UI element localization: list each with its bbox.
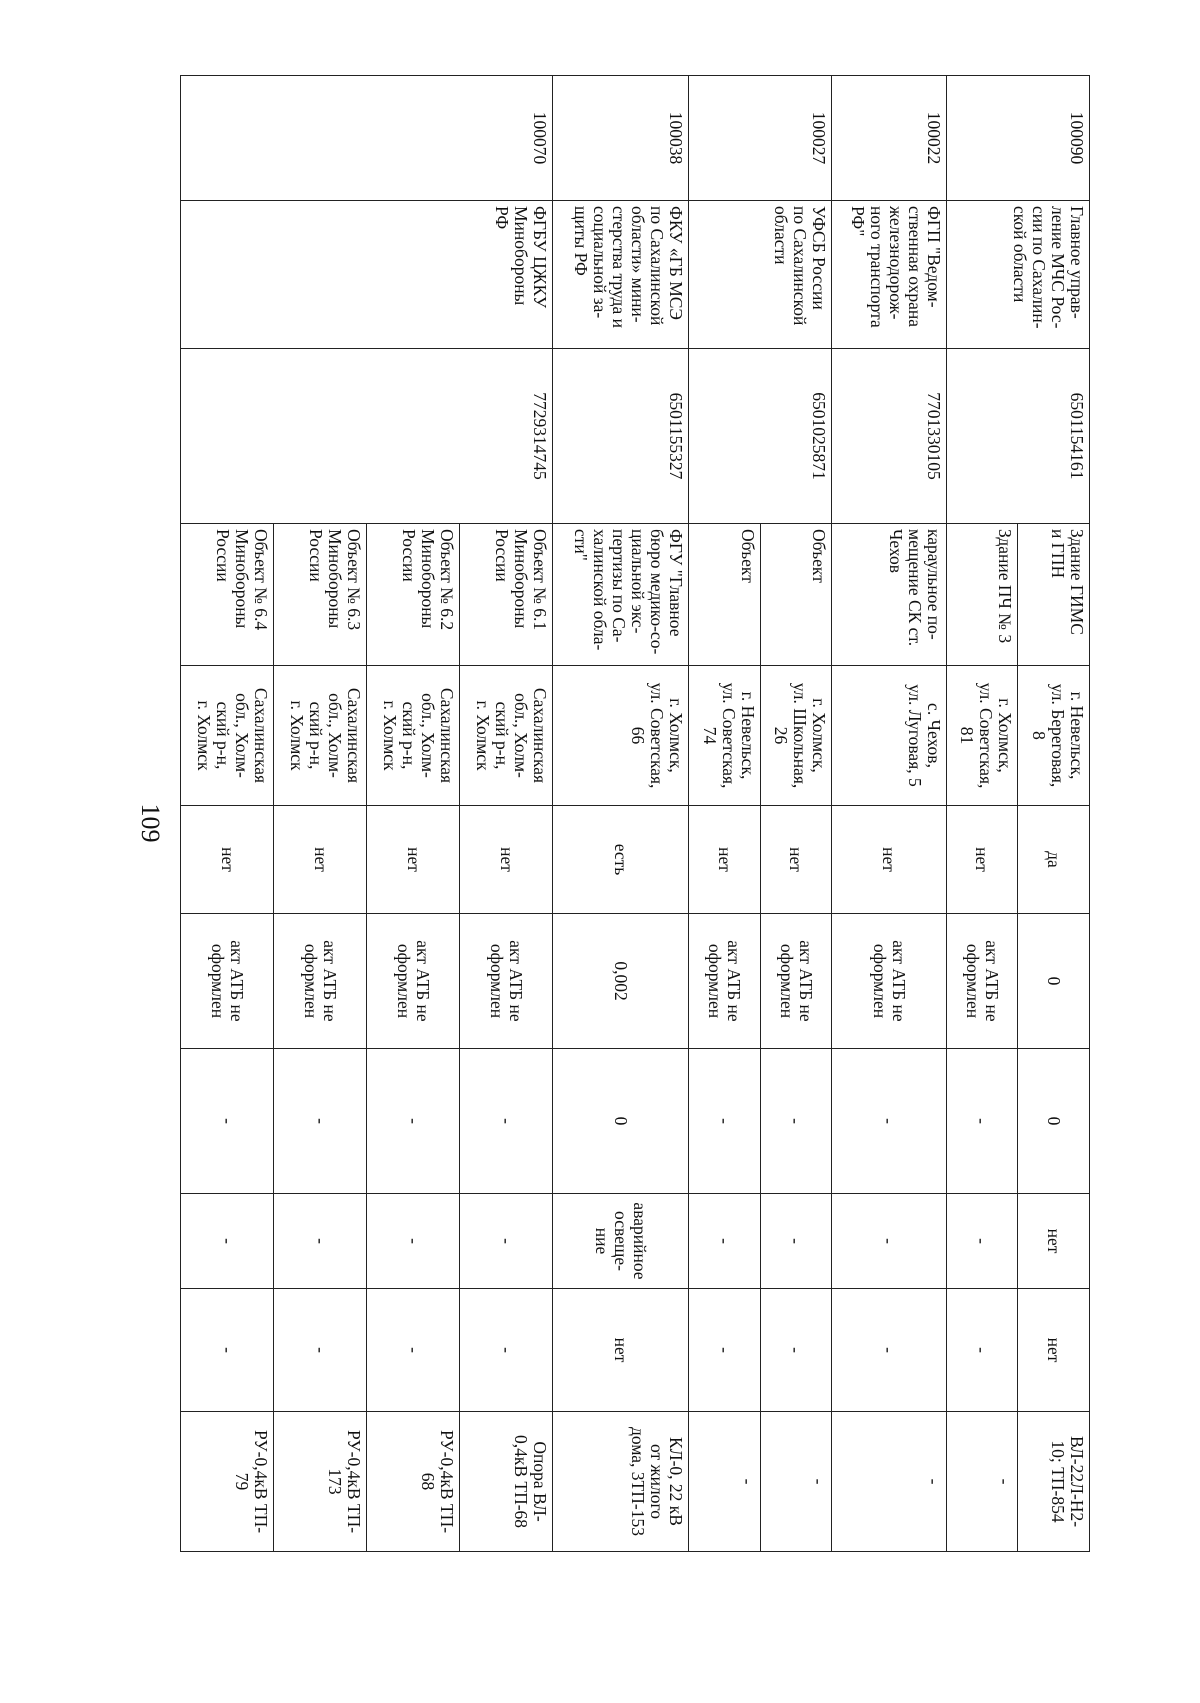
reserve-cell: -: [274, 1194, 367, 1289]
status-cell: нет: [460, 806, 553, 914]
inn-cell: 6501155327: [553, 349, 689, 524]
act-cell: акт АТБ не оформлен: [688, 914, 760, 1049]
value-cell: -: [946, 1049, 1018, 1194]
object-name-cell: Объект № 6.2 Минобороны России: [367, 524, 460, 666]
inn-cell: 7729314745: [181, 349, 553, 524]
connection-point-cell: -: [688, 1412, 760, 1552]
consumer-id-cell: 100070: [181, 76, 553, 201]
reserve-cell: -: [946, 1194, 1018, 1289]
reserve-cell: -: [181, 1194, 274, 1289]
reserve-cell: аварийное освеще- ние: [553, 1194, 689, 1289]
status-cell: нет: [274, 806, 367, 914]
act-cell: 0,002: [553, 914, 689, 1049]
reserve-cell: -: [832, 1194, 946, 1289]
table-row: [460, 76, 553, 1552]
object-name-cell: Объект № 6.1 Минобороны России: [460, 524, 553, 666]
address-cell: Сахалинская обл., Холм- ский р-н, г. Холмск: [367, 666, 460, 806]
status-cell: нет: [760, 806, 832, 914]
object-name-cell: караульное по- мещение СК ст. Чехов: [832, 524, 946, 666]
value-cell: -: [760, 1049, 832, 1194]
flag-cell: -: [181, 1289, 274, 1412]
reserve-cell: -: [460, 1194, 553, 1289]
address-cell: г. Невельск, ул. Береговая, 8: [1018, 666, 1090, 806]
value-cell: -: [832, 1049, 946, 1194]
act-cell: акт АТБ не оформлен: [460, 914, 553, 1049]
address-cell: Сахалинская обл., Холм- ский р-н, г. Холмск: [460, 666, 553, 806]
table-row: [832, 76, 946, 1552]
value-cell: -: [367, 1049, 460, 1194]
object-name-cell: Объект № 6.4 Минобороны России: [181, 524, 274, 666]
connection-point-cell: -: [832, 1412, 946, 1552]
consumer-id-cell: 100038: [553, 76, 689, 201]
status-cell: нет: [367, 806, 460, 914]
connection-point-cell: -: [760, 1412, 832, 1552]
reserve-cell: -: [688, 1194, 760, 1289]
flag-cell: -: [460, 1289, 553, 1412]
rotated-table-wrapper: [180, 75, 1090, 1551]
address-cell: г. Холмск, ул. Школьная, 26: [760, 666, 832, 806]
address-cell: г. Холмск, ул. Советская, 81: [946, 666, 1018, 806]
value-cell: -: [181, 1049, 274, 1194]
organization-cell: УФСБ России по Сахалинской области: [688, 201, 831, 349]
consumer-id-cell: 100022: [832, 76, 946, 201]
act-cell: акт АТБ не оформлен: [832, 914, 946, 1049]
act-cell: 0: [1018, 914, 1090, 1049]
status-cell: да: [1018, 806, 1090, 914]
flag-cell: нет: [1018, 1289, 1090, 1412]
organization-cell: Главное управ- ление МЧС Рос- сии по Сахалин- ской области: [946, 201, 1089, 349]
reserve-cell: -: [367, 1194, 460, 1289]
inn-cell: 6501025871: [688, 349, 831, 524]
act-cell: акт АТБ не оформлен: [274, 914, 367, 1049]
connection-point-cell: РУ-0,4кВ ТП- 79: [181, 1412, 274, 1552]
organization-cell: ФКУ «ГБ МСЭ по Сахалинской области» мини- стерства труда и социальной за- щиты РФ: [553, 201, 689, 349]
flag-cell: -: [760, 1289, 832, 1412]
page-number: 109: [136, 803, 165, 843]
inn-cell: 6501154161: [946, 349, 1089, 524]
flag-cell: -: [274, 1289, 367, 1412]
flag-cell: нет: [553, 1289, 689, 1412]
connection-point-cell: Опора ВЛ- 0,4кВ ТП-68: [460, 1412, 553, 1552]
status-cell: есть: [553, 806, 689, 914]
table-body: [181, 76, 1090, 1552]
object-name-cell: Объект № 6.3 Минобороны России: [274, 524, 367, 666]
flag-cell: -: [946, 1289, 1018, 1412]
connection-point-cell: КЛ-0, 22 кВ от жилого дома, 3ТП-153: [553, 1412, 689, 1552]
object-name-cell: ФГУ "Главное бюро медико-со- циальной экс- пертизы по Са- халинской обла- сти": [553, 524, 689, 666]
address-cell: Сахалинская обл., Холм- ский р-н, г. Холмск: [181, 666, 274, 806]
value-cell: 0: [553, 1049, 689, 1194]
address-cell: г. Холмск, ул. Советская, 66: [553, 666, 689, 806]
act-cell: акт АТБ не оформлен: [760, 914, 832, 1049]
object-name-cell: Здание ГИМС и ГПН: [1018, 524, 1090, 666]
connection-point-cell: -: [946, 1412, 1018, 1552]
inn-cell: 7701330105: [832, 349, 946, 524]
status-cell: нет: [688, 806, 760, 914]
connection-point-cell: РУ-0,4кВ ТП- 173: [274, 1412, 367, 1552]
value-cell: -: [460, 1049, 553, 1194]
act-cell: акт АТБ не оформлен: [181, 914, 274, 1049]
table-row: [1018, 76, 1090, 1552]
value-cell: -: [688, 1049, 760, 1194]
consumer-id-cell: 100090: [946, 76, 1089, 201]
object-name-cell: Здание ПЧ № 3: [946, 524, 1018, 666]
value-cell: -: [274, 1049, 367, 1194]
connection-point-cell: РУ-0,4кВ ТП- 68: [367, 1412, 460, 1552]
organization-cell: ФГП "Ведом- ственная охрана железнодорож- ного транспорта РФ": [832, 201, 946, 349]
act-cell: акт АТБ не оформлен: [367, 914, 460, 1049]
table-row: [760, 76, 832, 1552]
reserve-cell: -: [760, 1194, 832, 1289]
flag-cell: -: [367, 1289, 460, 1412]
value-cell: 0: [1018, 1049, 1090, 1194]
flag-cell: -: [688, 1289, 760, 1412]
data-table: [180, 75, 1090, 1552]
object-name-cell: Объект: [760, 524, 832, 666]
table-row: [553, 76, 689, 1552]
status-cell: нет: [946, 806, 1018, 914]
status-cell: нет: [181, 806, 274, 914]
address-cell: с. Чехов, ул. Луговая, 5: [832, 666, 946, 806]
reserve-cell: нет: [1018, 1194, 1090, 1289]
object-name-cell: Объект: [688, 524, 760, 666]
connection-point-cell: ВЛ-22Л-Н2- 10; ТП-854: [1018, 1412, 1090, 1552]
address-cell: г. Невельск, ул. Советская, 74: [688, 666, 760, 806]
act-cell: акт АТБ не оформлен: [946, 914, 1018, 1049]
flag-cell: -: [832, 1289, 946, 1412]
status-cell: нет: [832, 806, 946, 914]
address-cell: Сахалинская обл., Холм- ский р-н, г. Холмск: [274, 666, 367, 806]
consumer-id-cell: 100027: [688, 76, 831, 201]
organization-cell: ФГБУ ЦЖКУ Минобороны РФ: [181, 201, 553, 349]
